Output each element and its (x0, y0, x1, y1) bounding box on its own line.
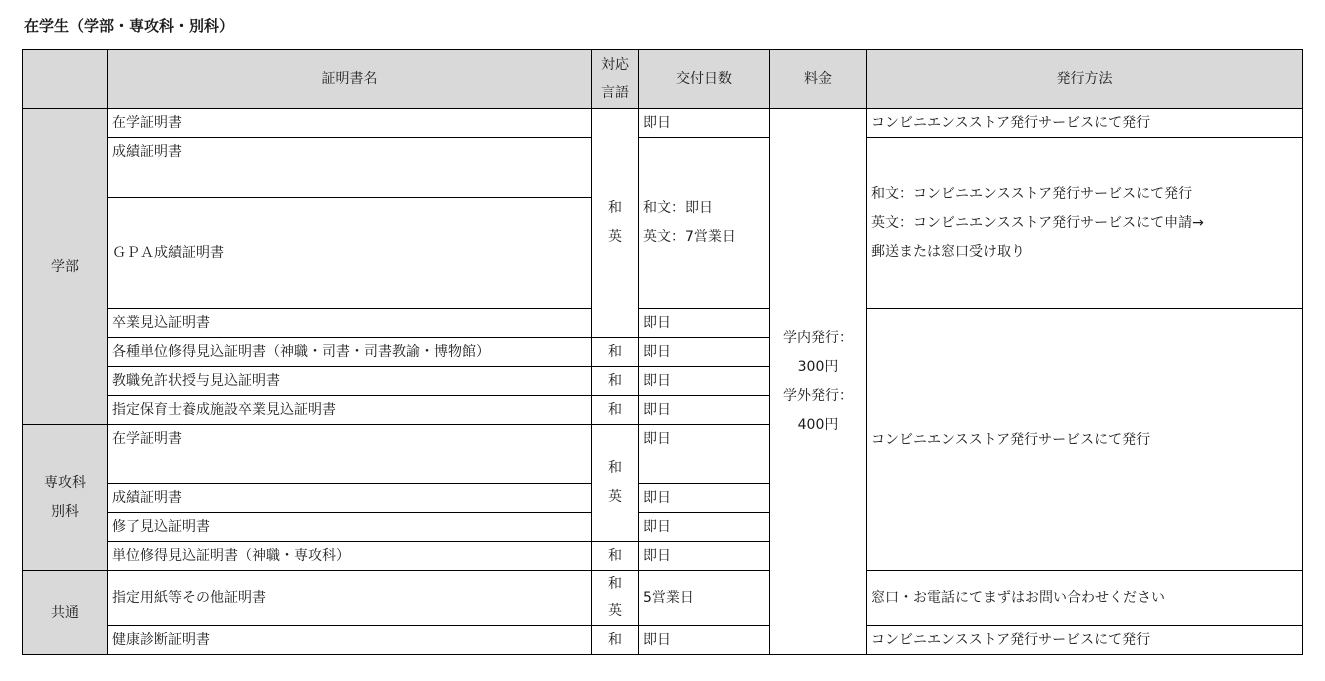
fee-external-amount: 400円 (797, 416, 839, 433)
certificate-name: 成績証明書 (108, 484, 592, 513)
header-language-line1: 対応 (601, 57, 629, 73)
certificate-name: 在学証明書 (108, 109, 592, 138)
certificate-name: 指定保育士養成施設卒業見込証明書 (108, 396, 592, 425)
group-label-kyotsu: 共通 (23, 571, 108, 655)
certificate-name: ＧＰＡ成績証明書 (108, 198, 592, 309)
certificate-name: 単位修得見込証明書（神職・専攻科） (108, 542, 592, 571)
header-row (23, 50, 1303, 109)
issue-method-cell (867, 138, 1303, 309)
table-row (23, 138, 1303, 198)
header-certificate-name: 証明書名 (108, 50, 592, 109)
certificate-name: 卒業見込証明書 (108, 309, 592, 338)
issue-method: 窓口・お電話にてまずはお問い合わせください (867, 571, 1303, 626)
language-wa: 和 (608, 460, 622, 476)
header-method: 発行方法 (867, 50, 1303, 109)
group-label-senkoka (23, 425, 108, 571)
header-days: 交付日数 (639, 50, 770, 109)
issue-days: 即日 (639, 367, 770, 396)
language-wa: 和 (608, 576, 622, 592)
issue-days-cell (639, 138, 770, 309)
language-cell (592, 109, 639, 338)
fee-internal-label: 学内発行： (783, 329, 853, 346)
issue-days: 即日 (639, 109, 770, 138)
issue-days: 即日 (639, 484, 770, 513)
issue-days: 即日 (639, 542, 770, 571)
table-row (23, 309, 1303, 338)
issue-method: コンビニエンスストア発行サービスにて発行 (867, 109, 1303, 138)
table-row (23, 571, 1303, 626)
certificate-name: 教職免許状授与見込証明書 (108, 367, 592, 396)
header-language (592, 50, 639, 109)
language-ei: 英 (608, 603, 622, 619)
language: 和 (592, 367, 639, 396)
language: 和 (592, 396, 639, 425)
language: 和 (592, 626, 639, 655)
table-row (23, 626, 1303, 655)
language-cell (592, 571, 639, 626)
issue-method-line3: 郵送または窓口受け取り (871, 243, 1025, 260)
group-label-gakubu: 学部 (23, 109, 108, 425)
issue-days: 5営業日 (639, 571, 770, 626)
certificate-table (22, 49, 1303, 655)
header-language-line2: 言語 (601, 85, 629, 101)
issue-days: 即日 (639, 425, 770, 484)
language-ei: 英 (608, 489, 622, 505)
issue-method-line2: 英文：コンビニエンスストア発行サービスにて申請→ (871, 214, 1204, 231)
language: 和 (592, 338, 639, 367)
page-title: 在学生（学部・専攻科・別科） (24, 17, 235, 35)
issue-days-japanese: 和文：即日 (643, 200, 713, 216)
language-ei: 英 (608, 229, 622, 245)
group-label-senkoka-line1: 専攻科 (44, 474, 86, 491)
group-label-senkoka-line2: 別科 (51, 503, 79, 520)
fee-internal-amount: 300円 (797, 358, 839, 375)
certificate-name: 各種単位修得見込証明書（神職・司書・司書教諭・博物館） (108, 338, 592, 367)
certificate-name: 修了見込証明書 (108, 513, 592, 542)
header-blank (23, 50, 108, 109)
issue-days: 即日 (639, 309, 770, 338)
certificate-name: 指定用紙等その他証明書 (108, 571, 592, 626)
certificate-name: 在学証明書 (108, 425, 592, 484)
header-fee: 料金 (770, 50, 867, 109)
issue-days-english: 英文：7営業日 (643, 229, 736, 245)
language-cell (592, 425, 639, 542)
issue-days: 即日 (639, 513, 770, 542)
fee-cell (770, 109, 867, 655)
issue-days: 即日 (639, 338, 770, 367)
certificate-name: 成績証明書 (108, 138, 592, 198)
fee-external-label: 学外発行： (783, 387, 853, 404)
issue-days: 即日 (639, 396, 770, 425)
certificate-name: 健康診断証明書 (108, 626, 592, 655)
issue-method-convenience: コンビニエンスストア発行サービスにて発行 (867, 309, 1303, 571)
language: 和 (592, 542, 639, 571)
issue-method-line1: 和文：コンビニエンスストア発行サービスにて発行 (871, 185, 1193, 202)
language-wa: 和 (608, 200, 622, 216)
issue-method: コンビニエンスストア発行サービスにて発行 (867, 626, 1303, 655)
table-row (23, 109, 1303, 138)
issue-days: 即日 (639, 626, 770, 655)
